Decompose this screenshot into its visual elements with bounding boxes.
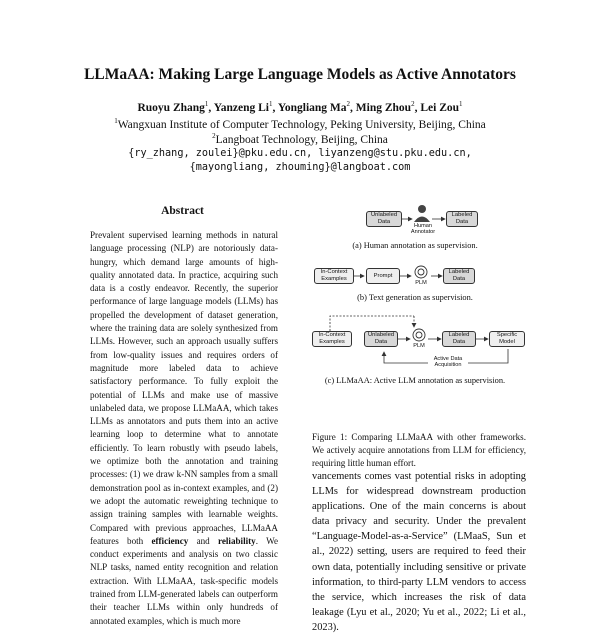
figure-caption: Figure 1: Comparing LLMaAA with other frameworks. We actively acquire annotations from LLM for efficiency, requiring little human effort.: [312, 432, 526, 469]
author-name: Ruoyu Zhang: [137, 101, 205, 114]
dashed-loop-left: [330, 316, 414, 331]
labeled-data-box: Labeled Data: [446, 211, 478, 227]
specific-model-box: Specific Model: [489, 331, 525, 347]
affiliation-2: $^2$Langboat Technology, Beijing, China: [212, 132, 388, 146]
incontext-examples-box: In-Context Examples: [314, 268, 354, 284]
figure-1: [300, 198, 530, 428]
human-annotator-label: Human Annotator: [410, 223, 436, 236]
labeled-data-box-c: Labeled Data: [442, 331, 476, 347]
author-name: Yongliang Ma: [277, 101, 347, 114]
plm-label-b: PLM: [415, 280, 427, 286]
author-sup: 1: [459, 100, 463, 108]
active-acquisition-label: Active Data Acquisition: [428, 356, 468, 368]
caption-c: (c) LLMaAA: Active LLM annotation as supervision.: [324, 376, 506, 385]
email-line-1: {ry_zhang, zoulei}@pku.edu.cn, liyanzeng@stu.pku.edu.cn,: [128, 148, 472, 159]
author-sup: 2: [411, 100, 415, 108]
author-name: Lei Zou: [420, 101, 460, 114]
author-sup: 1: [269, 100, 273, 108]
labeled-data-box-b: Labeled Data: [443, 268, 475, 284]
affiliation-1: $^1$Wangxuan Institute of Computer Technology, Peking University, Beijing, China: [114, 117, 486, 131]
author-list: Ruoyu Zhang$^1$, Yanzeng Li$^1$, Yongliang Ma$^2$, Ming Zhou$^2$, Lei Zou$^1$: [137, 100, 463, 114]
author-name: Yanzeng Li: [213, 101, 270, 114]
human-head-icon: [418, 205, 426, 213]
plm-label-c: PLM: [413, 343, 425, 349]
incontext-examples-box-c: In-Context Examples: [312, 331, 352, 347]
human-body-icon: [414, 217, 430, 223]
abstract-heading: Abstract: [161, 205, 204, 217]
unlabeled-data-box-c: Unlabeled Data: [364, 331, 398, 347]
caption-a: (a) Human annotation as supervision.: [352, 241, 478, 250]
prompt-box: Prompt: [366, 268, 400, 284]
author-sup: 1: [204, 100, 209, 108]
plm-icon-c: [413, 329, 425, 341]
paper-title: LLMaAA: Making Large Language Models as Active Annotators: [84, 66, 516, 83]
unlabeled-data-box: Unlabeled Data: [366, 211, 402, 227]
caption-b: (b) Text generation as supervision.: [357, 293, 473, 302]
right-column-text: vancements comes vast potential risks in adopting LLMs for widespread downstream production applications. One of the main concerns is about data privacy and security. Under the prevalent “Language-Model-as-a-Service” (LMaaS, Sun et al., 2022) setting, users are required to feed their own data, potentially including sensitive or private information, to third-party LLM vendors to access the service, which increases the risk of data leakage (Lyu et al., 2020; Yu et al., 2022; Li et al., 2023).: [312, 471, 526, 633]
email-line-2: {mayongliang, zhouming}@langboat.com: [189, 162, 411, 173]
author-name: Ming Zhou: [355, 101, 412, 114]
abstract-body: Prevalent supervised learning methods in natural language processing (NLP) are notoriously data-hungry, which demand large amounts of high-quality annotated data. In practice, acquiring such data is a costly endeavor. Recently, the superior performance of large language models (LLMs) has propelled the development of dataset generation, where the training data are solely synthesized from LLMs. However, such an approach usually suffers from low-quality issues and requires orders of magnitude more labeled data to achieve satisfactory performance. To fully exploit the potential of LLMs and make use of massive unlabeled data, we propose LLMaAA, which takes LLMs as annotators and puts them into an active learning loop to determine what to annotate efficiently. To learn robustly with pseudo labels, we optimize both the annotation and training processes: (1) we draw k-NN samples from a small demonstration pool as in-context examples, and (2) we adopt the automatic reweighting technique to assign training samples with learnable weights. Compared with previous approaches, LLMaAA features both efficiency and reliability. We conduct experiments and analysis on two classic NLP tasks, named entity recognition and relation extraction. With LLMaAA, task-specific models trained from LLM-generated labels can outperform their teacher LLMs within only hundreds of annotated examples, which is much more: [90, 230, 278, 626]
plm-icon-b: [415, 266, 427, 278]
author-sup: 2: [346, 100, 351, 108]
